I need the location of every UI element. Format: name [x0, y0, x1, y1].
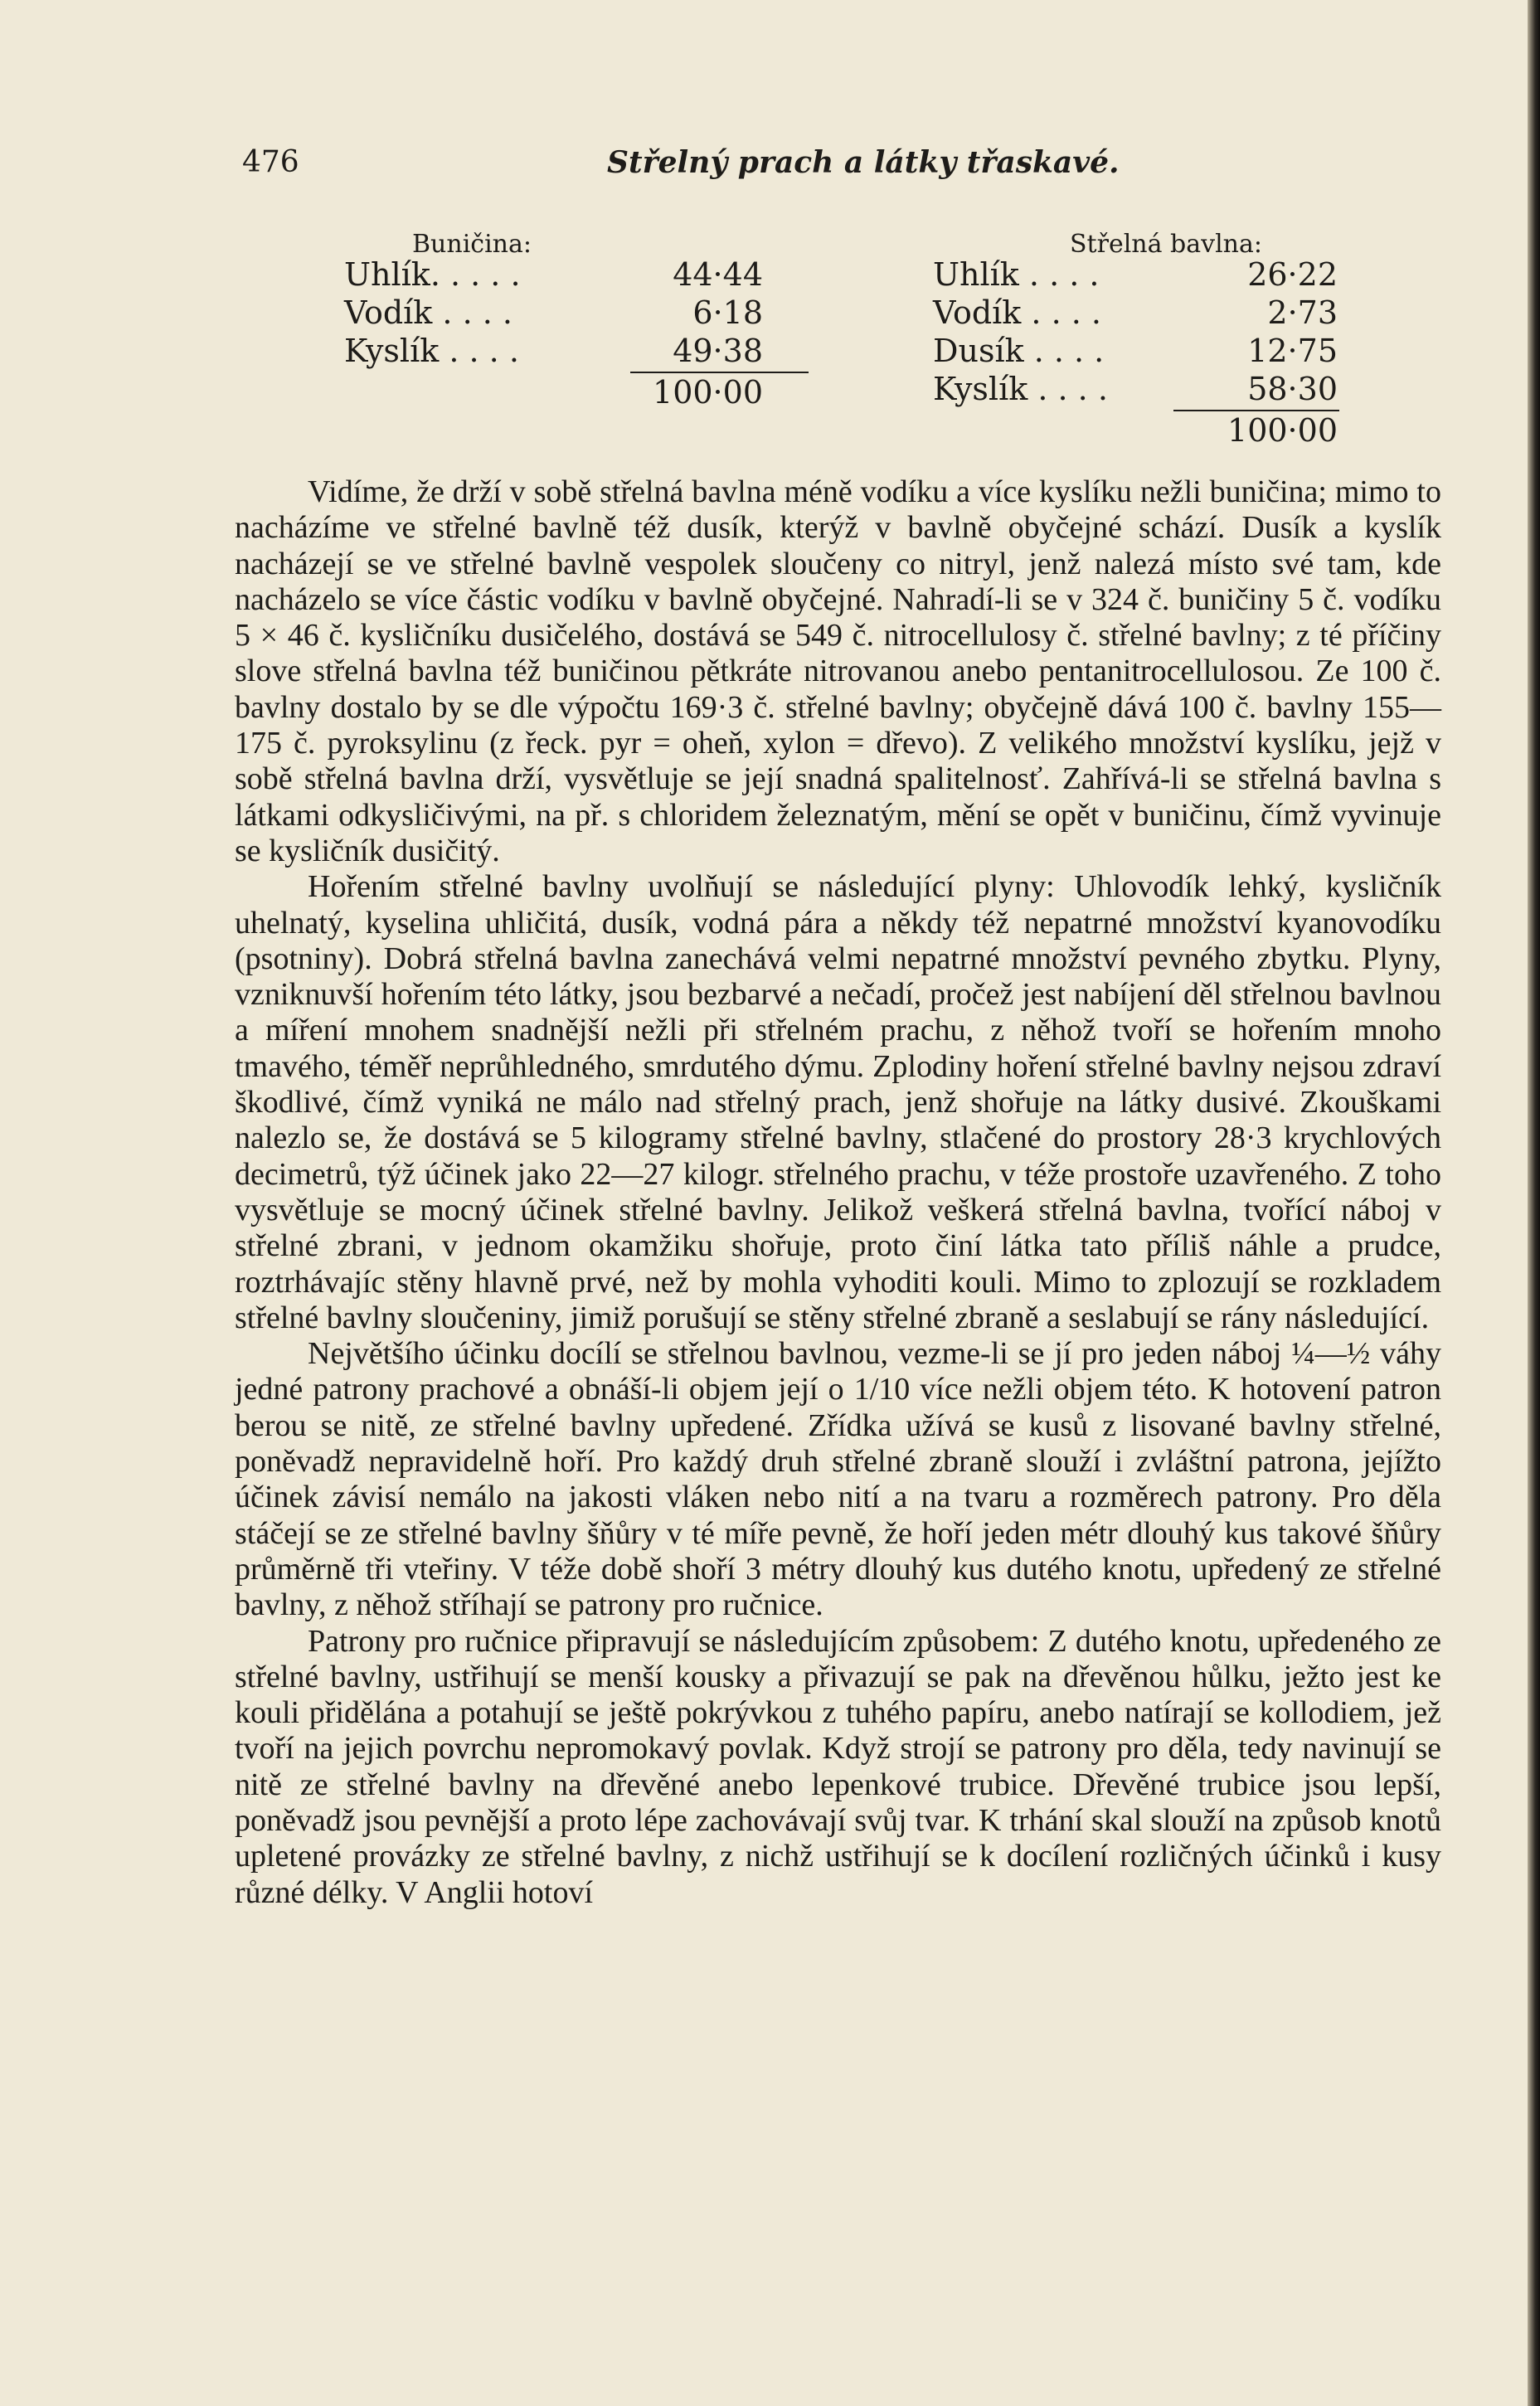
body-text — [235, 474, 1441, 1911]
element-name: Kyslík . . . . — [933, 371, 1108, 407]
element-name: Dusík . . . . — [933, 333, 1105, 369]
paragraph: Hořením střelné bavlny uvolňují se následující plyny: Uhlovodík lehký, kysličník uhelnatý, kyselina uhličitá, dusík, vodná pára a někdy též nepatrné množství kyanovodíku (psotniny). Dobrá střelná bavlna zanechává velmi nepatrné množství pevného zbytku. Plyny, vzniknuvší hořením této látky, jsou bezbarvé a nečadí, pročež jest nabíjení děl střelnou bavlnou a míření mnohem snadnější nežli při střelném prachu, z něhož tvoří se hořením mnoho tmavého, téměř neprůhledného, smrdutého dýmu. Zplodiny hoření střelné bavlny nejsou zdraví škodlivé, čímž vyniká ne málo nad střelný prach, jenž shořuje na látky dusivé. Zkouškami nalezlo se, že dostává se 5 kilogramy střelné bavlny, stlačené do prostory 28·3 krychlových decimetrů, týž účinek jako 22—27 kilogr. střelného prachu, v téže prostoře uzavřeného. Z toho vysvětluje se mocný účinek střelné bavlny. Jelikož veškerá střelná bavlna, tvořící náboj v střelné zbrani, v jednom okamžiku shořuje, proto činí látka tato příliš náhle a prudce, roztrhávajíc stěny hlavně prvé, než by mohla vyhoditi kouli. Mimo to zplozují se rozkladem střelné bavlny sloučeniny, jimiž porušují se stěny střelné zbraně a seslabují se rány následující. — [235, 869, 1441, 1335]
element-value: 49·38 — [673, 333, 763, 369]
table-row — [933, 255, 1338, 294]
paragraph: Největšího účinku docílí se střelnou bavlnou, vezme-li se jí pro jeden náboj ¼—½ váhy jedné patrony prachové a obnáší-li objem její o 1/10 více nežli objem této. K hotovení patron berou se nitě, ze střelné bavlny upředené. Zřídka užívá se kusů z lisované bavlny střelné, poněvadž nepravidelně hoří. Pro každý druh střelné zbraně slouží i zvláštní patrona, jejížto účinek závisí nemálo na jakosti vláken nebo nití a na tvaru a rozměrech patrony. Pro děla stáčejí se ze střelné bavlny šňůry v té míře pevně, že hoří jeden métr dlouhý kus takové šňůry průměrně tři vteřiny. V téže době shoří 3 métry dlouhý kus dutého knotu, upředený ze střelné bavlny, z něhož stříhají se patrony pro ručnice. — [235, 1336, 1441, 1623]
element-name: Uhlík. . . . . — [344, 256, 521, 293]
table-total: 100·00 — [1227, 412, 1338, 449]
table-row — [933, 294, 1338, 332]
element-value: 6·18 — [692, 294, 763, 331]
element-name: Kyslík . . . . — [344, 333, 519, 369]
table-row — [344, 294, 763, 332]
element-name: Uhlík . . . . — [933, 256, 1100, 293]
element-value: 44·44 — [673, 256, 763, 293]
element-value: 2·73 — [1267, 294, 1338, 331]
paragraph: Vidíme, že drží v sobě střelná bavlna méně vodíku a více kyslíku nežli buničina; mimo to nacházíme ve střelné bavlně též dusík, kterýž v bavlně obyčejné schází. Dusík a kyslík nacházejí se ve střelné bavlně vespolek sloučeny co nitryl, jenž nalezá místo své tam, kde nacházelo se více částic vodíku v bavlně obyčejné. Nahradí-li se v 324 č. buničiny 5 č. vodíku 5 × 46 č. kysličníku dusičelého, dostává se 549 č. nitrocellulosy č. střelné bavlny; z té příčiny slove střelná bavlna též buničinou pětkráte nitrovanou anebo pentanitrocellulosou. Ze 100 č. bavlny dostalo by se dle výpočtu 169·3 č. střelné bavlny; obyčejně dává 100 č. bavlny 155—175 č. pyroksylinu (z řeck. pyr = oheň, xylon = dřevo). Z velikého množství kyslíku, jejž v sobě střelná bavlna drží, vysvětluje se její snadná spalitelnosť. Zahřívá-li se střelná bavlna s látkami odkysličivými, na př. s chloridem železnatým, mění se opět v buničinu, čímž vyvinuje se kysličník dusičitý. — [235, 474, 1441, 868]
table-row — [933, 370, 1338, 408]
guncotton-table-caption: Střelná bavlna: — [1070, 230, 1262, 259]
element-value: 58·30 — [1247, 371, 1338, 407]
running-title: Střelný prach a látky třaskavé. — [607, 145, 1120, 180]
cellulose-table — [344, 226, 763, 416]
table-row — [344, 332, 763, 370]
table-row — [933, 332, 1338, 370]
element-value: 12·75 — [1247, 333, 1338, 369]
element-name: Vodík . . . . — [344, 294, 513, 331]
element-value: 26·22 — [1247, 256, 1338, 293]
table-row — [344, 255, 763, 294]
element-name: Vodík . . . . — [933, 294, 1101, 331]
cellulose-table-caption: Buničina: — [412, 230, 532, 259]
book-spine-edge — [1528, 0, 1540, 2406]
page-header — [242, 145, 1445, 195]
paragraph: Patrony pro ručnice připravují se následujícím způsobem: Z dutého knotu, upředeného ze střelné bavlny, ustřihují se menší kousky a přivazují se pak na dřevěnou hůlku, ježto jest ke kouli přidělána a potahují se ještě pokrývkou z tuhého papíru, anebo natírají se kollodiem, jež tvoří na jejich povrchu nepromokavý povlak. Když strojí se patrony pro děla, tedy navinují se nitě ze střelné bavlny na dřevěné anebo lepenkové trubice. Dřevěné trubice jsou lepší, poněvadž jsou pevnější a proto lépe zachovávají svůj tvar. K trhání skal slouží na způsob knotů upletené provázky ze střelné bavlny, z nichž ustřihují se k docílení rozličných účinků i kusy různé délky. V Anglii hotoví — [235, 1623, 1441, 1910]
table-total: 100·00 — [653, 374, 763, 411]
table-total-row — [344, 373, 763, 411]
guncotton-table — [933, 226, 1338, 450]
table-total-row — [933, 411, 1338, 450]
page-number: 476 — [242, 145, 299, 179]
